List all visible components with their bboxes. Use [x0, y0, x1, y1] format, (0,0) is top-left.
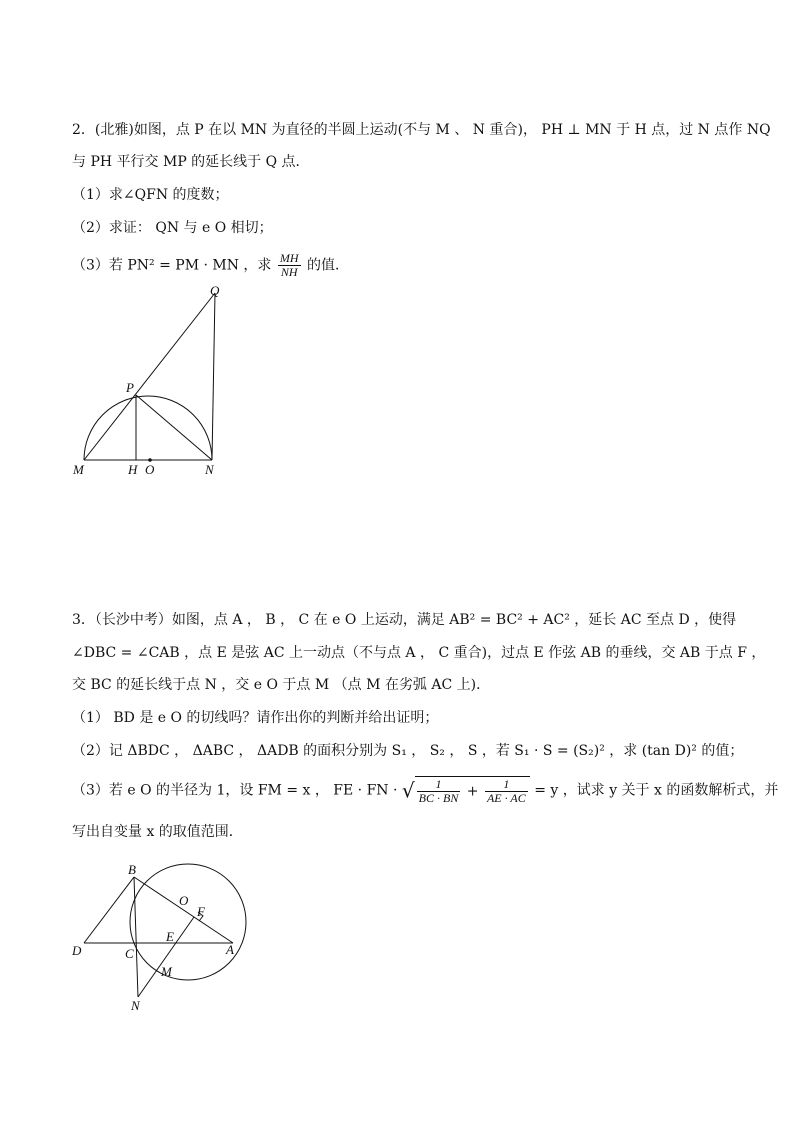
label-F: F: [197, 904, 205, 919]
label-B: B: [128, 862, 136, 877]
problem3-q3-fraction2: [485, 778, 528, 805]
problem2-question3: [72, 252, 732, 279]
problem2-q3-fraction: [278, 252, 301, 279]
label-H: H: [128, 462, 138, 477]
problem3-figure: [68, 855, 248, 1020]
fraction-numerator: MH: [279, 251, 299, 265]
problem3-line2: ∠DBC = ∠CAB ，点 E 是弦 AC 上一动点（不与点 A ， C 重合)，过点 E 作弦 AB 的垂线，交 AB 于点 F ，: [72, 645, 766, 661]
problem2-line1: 2．(北雅)如图，点 P 在以 MN 为直径的半圆上运动(不与 M 、 N 重合)， PH ⊥ MN 于 H 点，过 N 点作 NQ: [72, 122, 771, 138]
label-N: N: [131, 998, 140, 1013]
problem3-q3-fraction1: [417, 778, 461, 805]
problem3-question3-line2: 写出自变量 x 的取值范围．: [72, 824, 243, 840]
problem3-line1: 3．（长沙中考）如图，点 A ， B ， C 在 e O 上运动，满足 AB² = BC² + AC² ，延长 AC 至点 D ，使得: [72, 612, 737, 628]
sqrt-sign: √: [401, 778, 415, 803]
problem2-line2: 与 PH 平行交 MP 的延长线于 Q 点．: [72, 154, 310, 170]
problem3-question2: （2）记 ΔBDC ， ΔABC ， ΔADB 的面积分别为 S₁ ， S₂ ， S ，若 S₁ · S = (S₂)² ，求 (tan D)² 的值；: [72, 743, 744, 759]
label-Q: Q: [210, 285, 220, 298]
label-O: O: [179, 893, 189, 908]
label-D: D: [72, 943, 82, 958]
problem2-question1: （1）求∠QFN 的度数；: [72, 187, 229, 203]
label-A: A: [226, 942, 234, 957]
label-O: O: [145, 462, 155, 477]
fraction-numerator: 1: [485, 778, 528, 792]
fraction-denominator: BC · BN: [418, 791, 459, 805]
fraction-denominator: NH: [280, 265, 298, 279]
line-BA: [134, 877, 233, 943]
line-BN: [134, 877, 138, 997]
problem3-question1: （1） BD 是 e O 的切线吗？请作出你的判断并给出证明；: [72, 710, 439, 726]
problem2-question2: （2）求证： QN 与 e O 相切；: [72, 220, 273, 236]
line-NQ: [212, 293, 215, 460]
fraction-numerator: 1: [417, 778, 461, 792]
line-MQ: [84, 293, 215, 460]
line-BD: [84, 877, 134, 943]
problem2-q3-prefix: （3）若 PN² = PM · MN ，求: [72, 257, 272, 274]
label-M: M: [161, 964, 172, 979]
plus-sign: +: [466, 783, 479, 800]
label-M: M: [73, 462, 84, 477]
line-PN: [136, 395, 212, 460]
problem3-q3-suffix: = y ，试求 y 关于 x 的函数解析式，并: [534, 782, 779, 799]
fraction-denominator: AE · AC: [486, 791, 526, 805]
problem2-figure: [70, 285, 240, 485]
sqrt-radicand: [415, 776, 530, 805]
problem2-q3-suffix: 的值．: [307, 257, 349, 274]
label-E: E: [166, 929, 174, 944]
label-C: C: [125, 946, 134, 961]
label-N: N: [205, 462, 214, 477]
label-P: P: [126, 380, 134, 395]
problem3-q3-prefix: （3）若 e O 的半径为 1，设 FM = x ， FE · FN ·: [72, 782, 398, 799]
problem3-line3: 交 BC 的延长线于点 N ，交 e O 于点 M （点 M 在劣弧 AC 上)．: [72, 677, 491, 693]
circle-O: [130, 864, 246, 980]
problem3-question3: [72, 776, 779, 805]
